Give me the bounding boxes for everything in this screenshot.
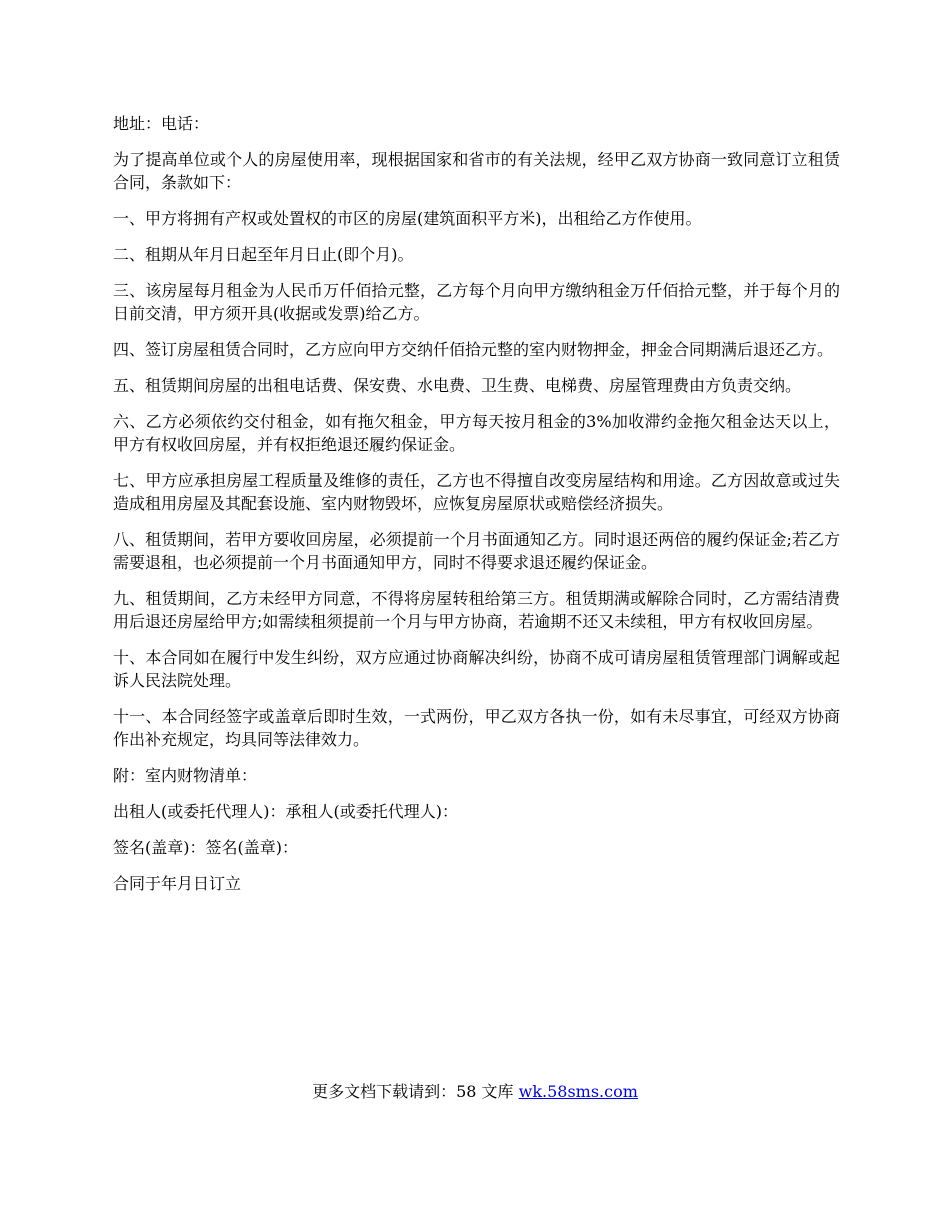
clause-3: 三、该房屋每月租金为人民币万仟佰拾元整，乙方每个月向甲方缴纳租金万仟佰拾元整，并于每个月的日前交清，甲方须开具(收据或发票)给乙方。 [113, 281, 840, 323]
clause-10: 十、本合同如在履行中发生纠纷，双方应通过协商解决纠纷，协商不成可请房屋租赁管理部门调解或起诉人民法院处理。 [113, 648, 840, 690]
clause-5: 五、租赁期间房屋的出租电话费、保安费、水电费、卫生费、电梯费、房屋管理费由方负责交纳。 [113, 376, 802, 395]
contract-body [113, 112, 840, 908]
address-line: 地址：电话： [113, 114, 210, 133]
attachment-line: 附：室内财物清单： [113, 766, 258, 785]
clause-8: 八、租赁期间，若甲方要收回房屋，必须提前一个月书面通知乙方。同时退还两倍的履约保证金;若乙方需要退租，也必须提前一个月书面通知甲方，同时不得要求退还履约保证金。 [113, 530, 840, 572]
clause-1: 一、甲方将拥有产权或处置权的市区的房屋(建筑面积平方米)，出租给乙方作使用。 [113, 209, 702, 228]
footer-link[interactable]: wk.58sms.com [518, 1082, 638, 1101]
clause-7: 七、甲方应承担房屋工程质量及维修的责任，乙方也不得擅自改变房屋结构和用途。乙方因故意或过失造成租用房屋及其配套设施、室内财物毁坏，应恢复房屋原状或赔偿经济损失。 [113, 471, 840, 513]
clause-2: 二、租期从年月日起至年月日止(即个月)。 [113, 245, 414, 264]
clause-4: 四、签订房屋租赁合同时，乙方应向甲方交纳仟佰拾元整的室内财物押金，押金合同期满后退还乙方。 [113, 340, 834, 359]
clause-9: 九、租赁期间，乙方未经甲方同意，不得将房屋转租给第三方。租赁期满或解除合同时，乙方需结清费用后退还房屋给甲方;如需续租须提前一个月与甲方协商，若逾期不还又未续租，甲方有权收回房屋。 [113, 589, 840, 631]
date-line: 合同于年月日订立 [113, 874, 242, 893]
footer [0, 1080, 950, 1103]
clause-11: 十一、本合同经签字或盖章后即时生效，一式两份，甲乙双方各执一份，如有未尽事宜，可经双方协商作出补充规定，均具同等法律效力。 [113, 707, 840, 749]
intro-paragraph: 为了提高单位或个人的房屋使用率，现根据国家和省市的有关法规，经甲乙双方协商一致同意订立租赁合同，条款如下： [113, 150, 840, 192]
footer-prefix: 更多文档下载请到：58 文库 [312, 1082, 519, 1101]
clause-6: 六、乙方必须依约交付租金，如有拖欠租金，甲方每天按月租金的3%加收滞约金拖欠租金达天以上，甲方有权收回房屋，并有权拒绝退还履约保证金。 [113, 412, 840, 454]
parties-line: 出租人(或委托代理人)：承租人(或委托代理人)： [113, 802, 458, 821]
signature-line: 签名(盖章)：签名(盖章)： [113, 838, 298, 857]
